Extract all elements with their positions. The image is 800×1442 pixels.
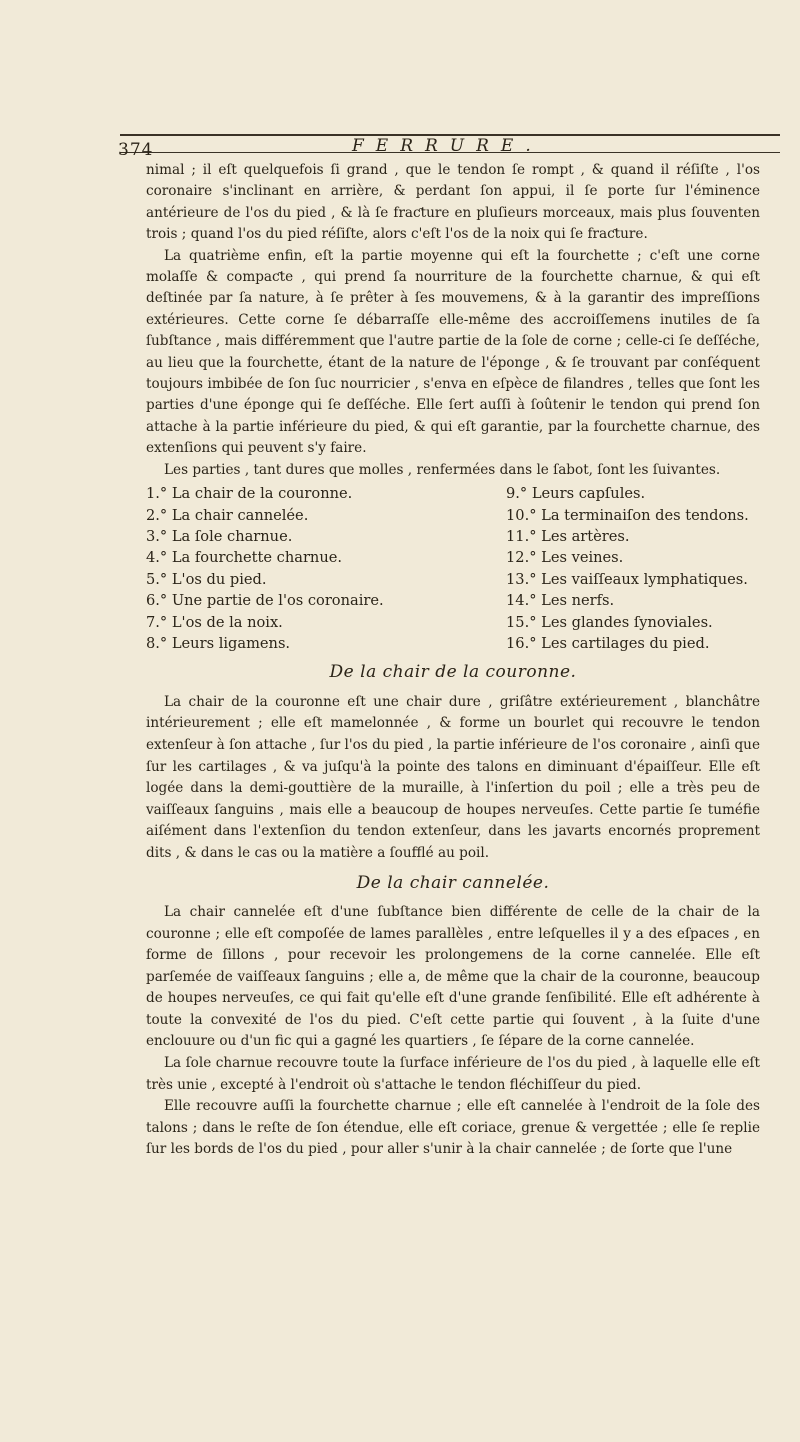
section-heading: De la chair cannelée. bbox=[356, 872, 550, 893]
list-item: 11.° Les artères. bbox=[506, 527, 630, 545]
running-title: FERRURE. bbox=[352, 136, 543, 156]
body-text bbox=[146, 160, 760, 1161]
paragraph: Les parties , tant dures que molles , renfermées dans le ſabot, ſont les ſuivantes. bbox=[164, 461, 721, 478]
paragraph: La chair de la couronne eſt une chair dure , griſâtre extérieurement , blanchâtre intérieurement ; elle eſt mamelonnée , & forme un bourlet qui recouvre le tendon extenſeur à ſon attache , ſur l'os du pied , la partie inférieure de l'os coronaire , ainſi que ſur les cartilages , & va juſqu'à la pointe des talons en diminuant d'épaiſſeur. Elle eſt logée dans la demi-gouttière de la muraille, à l'inſertion du poil ; elle a très peu de vaiſſeaux ſanguins , mais elle a beaucoup de houpes nerveuſes. Cette partie ſe tuméfie aiſément dans l'extenſion du tendon extenſeur, dans les javarts encornés proprement dits , & dans le cas ou la matière a ſoufflé au poil. bbox=[146, 693, 760, 861]
parts-list-right bbox=[466, 483, 756, 654]
list-item: 14.° Les nerfs. bbox=[506, 592, 615, 610]
list-item: 9.° Leurs capſules. bbox=[506, 485, 646, 503]
list-item: 6.° Une partie de l'os coronaire. bbox=[146, 592, 384, 610]
list-item: 16.° Les cartilages du pied. bbox=[506, 634, 710, 652]
list-item: 12.° Les veines. bbox=[506, 549, 624, 567]
paragraph: La quatrième enfin, eſt la partie moyenne qui eſt la fourchette ; c'eſt une corne molaſſe & compaƈte , qui prend ſa nourriture de la fourchette charnue, & qui eſt deſtinée par ſa nature, à ſe prêter à ſes mouvemens, & à la garantir des impreſſions extérieures. Cette corne ſe débarraſſe elle-même des accroiſſemens inutiles de ſa ſubſtance , mais différemment que l'autre partie de la ſole de corne ; celle-ci ſe deſſéche, au lieu que la fourchette, étant de la nature de l'éponge , & ſe trouvant par conſéquent toujours imbibée de ſon ſuc nourricier , s'enva en eſpèce de filandres , telles que ſont les parties d'une éponge qui ſe deſſéche. Elle ſert auſſi à ſoûtenir le tendon qui prend ſon attache à la partie inférieure du pied, & qui eſt garantie, par la fourchette charnue, des extenſions qui peuvent s'y faire. bbox=[146, 247, 760, 457]
list-item: 13.° Les vaiſſeaux lymphatiques. bbox=[506, 570, 748, 588]
parts-list-left bbox=[146, 483, 436, 654]
paragraph: La ſole charnue recouvre toute la ſurface inférieure de l'os du pied , à laquelle elle eſt très unie , excepté à l'endroit où s'attache le tendon fléchiſſeur du pied. bbox=[146, 1055, 760, 1093]
paragraph: Elle recouvre auſſi la fourchette charnue ; elle eſt cannelée à l'endroit de la ſole des talons ; dans le reſte de ſon étendue, elle eſt coriace, grenue & vergettée ; elle ſe replie ſur les bords de l'os du pied , pour aller s'unir à la chair cannelée ; de ſorte que l'une bbox=[146, 1098, 760, 1158]
section-heading: De la chair de la couronne. bbox=[329, 662, 577, 683]
paragraph: La chair cannelée eſt d'une ſubſtance bien différente de celle de la chair de la couronne ; elle eſt compoſée de lames parallèles , entre leſquelles il y a des eſpaces , en forme de ſillons , pour recevoir les prolongemens de la corne cannelée. Elle eſt parſemée de vaiſſeaux ſanguins ; elle a, de même que la chair de la couronne, beaucoup de houpes nerveuſes, ce qui fait qu'elle eſt d'une grande ſenſibilité. Elle eſt adhérente à toute la convexité de l'os du pied. C'eſt cette partie qui ſouvent , à la ſuite d'une enclouure ou d'un fic qui a gagné les quartiers , ſe ſépare de la corne cannelée. bbox=[146, 903, 760, 1050]
page-number: 374 bbox=[118, 140, 154, 160]
paragraph: nimal ; il eſt quelquefois ſi grand , que le tendon ſe rompt , & quand il réſiſte , l'os coronaire s'inclinant en arrière, & perdant ſon appui, il ſe porte ſur l'éminence antérieure de l'os du pied , & là ſe fraƈture en pluſieurs morceaux, mais plus ſouventen trois ; quand l'os du pied réſiſte, alors c'eſt l'os de la noix qui ſe fraƈture. bbox=[146, 162, 760, 243]
list-item: 8.° Leurs ligamens. bbox=[146, 634, 291, 652]
parts-list bbox=[146, 483, 760, 654]
list-item: 2.° La chair cannelée. bbox=[146, 506, 309, 524]
list-item: 4.° La fourchette charnue. bbox=[146, 549, 342, 567]
list-item: 1.° La chair de la couronne. bbox=[146, 485, 353, 503]
list-item: 10.° La terminaiſon des tendons. bbox=[506, 506, 749, 524]
list-item: 5.° L'os du pied. bbox=[146, 570, 267, 588]
list-item: 15.° Les glandes ſynoviales. bbox=[506, 613, 713, 631]
list-item: 7.° L'os de la noix. bbox=[146, 613, 283, 631]
list-item: 3.° La ſole charnue. bbox=[146, 527, 293, 545]
